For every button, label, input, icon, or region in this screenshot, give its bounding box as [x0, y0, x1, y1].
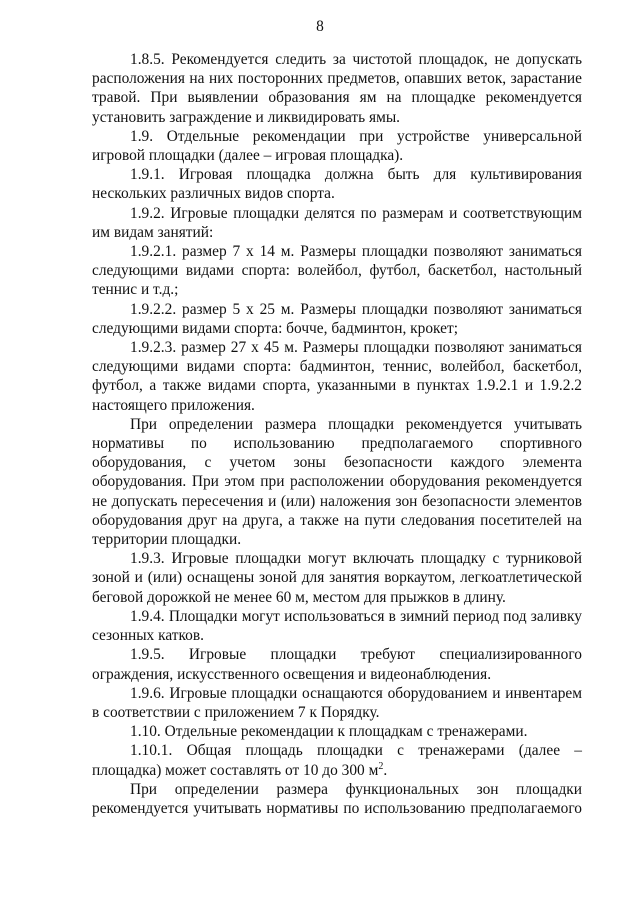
paragraph-1-10: 1.10. Отдельные рекомендации к площадкам с тренажерами.	[130, 723, 528, 741]
paragraph-1-9-2-3: 1.9.2.3. размер 27 x 45 м. Размеры площадки позволяют заниматься следующими видами спорта: бадминтон, теннис, волейбол, баскетбол, футбол, а также видами спорта, указанными в пунктах 1.9.2.1 и 1.9.2.2 настоящего приложения.	[92, 339, 582, 414]
area-end: .	[383, 761, 388, 779]
paragraph-1-9-4: 1.9.4. Площадки могут использоваться в зимний период под заливку сезонных катков.	[92, 607, 582, 645]
paragraph-1-9-5: 1.9.5. Игровые площадки требуют специализированного ограждения, искусственного освещения и видеонаблюдения.	[92, 646, 582, 683]
paragraph-1-9-3: 1.9.3. Игровые площадки могут включать площадку с турниковой зоной и (или) оснащены зоной для занятия воркаутом, легкоатлетической беговой дорожкой не менее 60 м, местом для прыжков в длину.	[92, 550, 582, 606]
area-superscript: 2	[378, 760, 384, 772]
page-number: 8	[316, 18, 324, 35]
paragraph-size-note: При определении размера площадки рекомендуется учитывать нормативы по использованию предполагаемого спортивного оборудования, с учетом зоны безопасности каждого элемента оборудования. При этом при расположении оборудования рекомендуется не допускать пересечения и (или) наложения зон безопасности элементов оборудования друг на друга, а также на пути следования посетителей на территории площадки.	[92, 415, 582, 549]
paragraph-1-9-2-2: 1.9.2.2. размер 5 x 25 м. Размеры площадки позволяют заниматься следующими видами спорта: бочче, бадминтон, крокет;	[92, 300, 582, 337]
paragraph-1-8-5: 1.8.5. Рекомендуется следить за чистотой площадок, не допускать расположения на них посторонних предметов, опавших веток, зарастание травой. При выявлении образования ям на площадке рекомендуется установить заграждение и ликвидировать ямы.	[92, 51, 582, 126]
paragraph-1-9-6: 1.9.6. Игровые площадки оснащаются оборудованием и инвентарем в соответствии с приложением 7 к Порядку.	[92, 684, 582, 721]
paragraph-zones: При определении размера функциональных зон площадки рекомендуется учитывать нормативы по использованию предполагаемого	[92, 780, 582, 817]
paragraph-1-9: 1.9. Отдельные рекомендации при устройстве универсальной игровой площадки (далее – игровая площадка).	[92, 127, 582, 165]
paragraph-1-9-1: 1.9.1. Игровая площадка должна быть для культивирования нескольких различных видов спорта.	[92, 166, 582, 203]
paragraph-1-9-2-1: 1.9.2.1. размер 7 x 14 м. Размеры площадки позволяют заниматься следующими видами спорта: волейбол, футбол, баскетбол, настольный теннис и т.д.;	[92, 243, 582, 299]
paragraph-1-10-1	[92, 741, 582, 779]
area-text: 1.10.1. Общая площадь площадки с тренажерами (далее – площадка) может составлять от 10 до 300 м	[92, 742, 582, 779]
paragraph-1-9-2: 1.9.2. Игровые площадки делятся по размерам и соответствующим им видам занятий:	[92, 204, 582, 241]
document-body	[92, 50, 582, 818]
